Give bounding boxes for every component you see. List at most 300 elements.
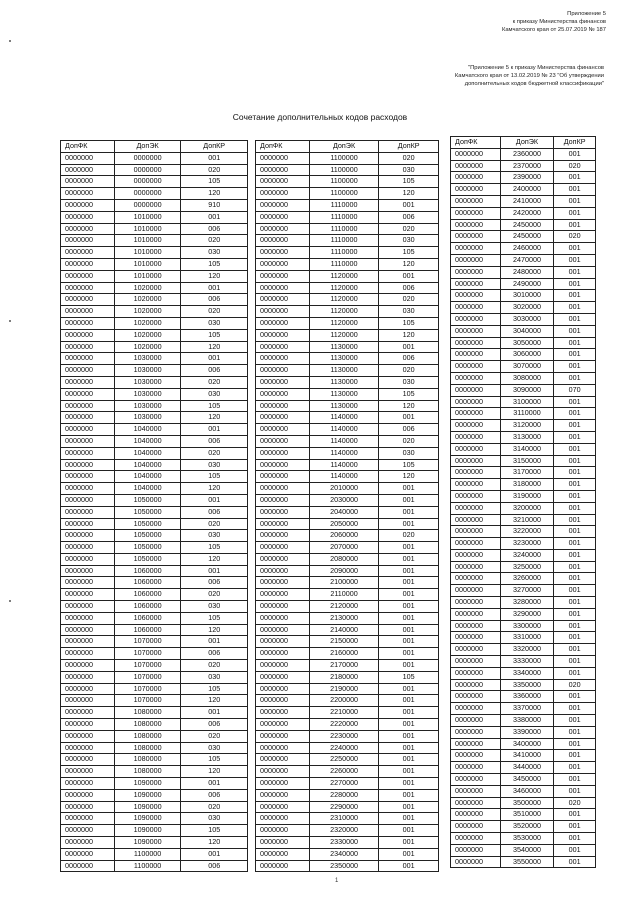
cell-dopfk: 0000000 (256, 223, 310, 235)
table-row (451, 821, 596, 833)
cell-dopek: 0000000 (114, 164, 181, 176)
table-row (451, 243, 596, 255)
cell-dopkr: 001 (181, 424, 248, 436)
cell-dopek: 3260000 (500, 573, 554, 585)
cell-dopfk: 0000000 (256, 577, 310, 589)
column-header-dopfk: ДопФК (61, 141, 115, 153)
table-row (256, 542, 439, 554)
cell-dopek: 1140000 (309, 471, 379, 483)
table-row (256, 435, 439, 447)
cell-dopfk: 0000000 (451, 502, 501, 514)
table-row (256, 612, 439, 624)
table-row (61, 848, 248, 860)
cell-dopek: 1030000 (114, 365, 181, 377)
cell-dopek: 3090000 (500, 384, 554, 396)
cell-dopfk: 0000000 (256, 789, 310, 801)
cell-dopfk: 0000000 (256, 211, 310, 223)
quoted-appendix-header (455, 64, 604, 88)
table-row (451, 597, 596, 609)
cell-dopfk: 0000000 (61, 754, 115, 766)
cell-dopfk: 0000000 (451, 490, 501, 502)
cell-dopek: 1080000 (114, 730, 181, 742)
cell-dopek: 1070000 (114, 683, 181, 695)
table-row (61, 471, 248, 483)
table-row (256, 837, 439, 849)
cell-dopek: 2450000 (500, 231, 554, 243)
cell-dopkr: 020 (181, 306, 248, 318)
cell-dopfk: 0000000 (61, 235, 115, 247)
cell-dopkr: 020 (379, 223, 439, 235)
cell-dopek: 1070000 (114, 648, 181, 660)
table-row (451, 172, 596, 184)
table-row (61, 648, 248, 660)
cell-dopek: 2170000 (309, 660, 379, 672)
cell-dopkr: 105 (181, 825, 248, 837)
cell-dopfk: 0000000 (451, 479, 501, 491)
cell-dopkr: 120 (181, 766, 248, 778)
cell-dopfk: 0000000 (451, 384, 501, 396)
table-row (451, 231, 596, 243)
cell-dopkr: 020 (181, 589, 248, 601)
cell-dopek: 2230000 (309, 730, 379, 742)
cell-dopek: 2410000 (500, 195, 554, 207)
table-row (451, 278, 596, 290)
cell-dopek: 1100000 (114, 848, 181, 860)
table-row (256, 589, 439, 601)
table-row (451, 443, 596, 455)
cell-dopkr: 030 (379, 376, 439, 388)
cell-dopkr: 001 (554, 844, 596, 856)
cell-dopfk: 0000000 (256, 506, 310, 518)
table-row (256, 565, 439, 577)
cell-dopkr: 006 (181, 789, 248, 801)
appendix-header-line: Приложение 5 (567, 11, 606, 17)
cell-dopkr: 001 (554, 774, 596, 786)
cell-dopfk: 0000000 (61, 766, 115, 778)
cell-dopfk: 0000000 (256, 860, 310, 872)
table-row (61, 754, 248, 766)
table-row (61, 317, 248, 329)
table-header-row (451, 137, 596, 149)
cell-dopek: 1120000 (309, 294, 379, 306)
cell-dopfk: 0000000 (256, 282, 310, 294)
table-row (451, 219, 596, 231)
cell-dopek: 1040000 (114, 447, 181, 459)
table-row (256, 848, 439, 860)
cell-dopkr: 006 (181, 860, 248, 872)
cell-dopfk: 0000000 (256, 235, 310, 247)
cell-dopfk: 0000000 (451, 243, 501, 255)
cell-dopek: 1110000 (309, 223, 379, 235)
cell-dopfk: 0000000 (256, 565, 310, 577)
cell-dopkr: 001 (554, 585, 596, 597)
cell-dopek: 3210000 (500, 514, 554, 526)
table-row (256, 164, 439, 176)
cell-dopek: 1110000 (309, 199, 379, 211)
cell-dopek: 1010000 (114, 270, 181, 282)
cell-dopkr: 001 (554, 266, 596, 278)
cell-dopkr: 001 (554, 538, 596, 550)
cell-dopfk: 0000000 (256, 754, 310, 766)
cell-dopfk: 0000000 (61, 542, 115, 554)
table-row (451, 479, 596, 491)
cell-dopek: 1130000 (309, 400, 379, 412)
cell-dopfk: 0000000 (61, 388, 115, 400)
cell-dopfk: 0000000 (451, 620, 501, 632)
cell-dopfk: 0000000 (451, 608, 501, 620)
cell-dopfk: 0000000 (256, 176, 310, 188)
cell-dopek: 1120000 (309, 270, 379, 282)
table-row (451, 490, 596, 502)
cell-dopkr: 020 (181, 660, 248, 672)
table-row (451, 302, 596, 314)
cell-dopek: 3320000 (500, 644, 554, 656)
column-header-dopek: ДопЭК (114, 141, 181, 153)
cell-dopek: 3050000 (500, 337, 554, 349)
cell-dopek: 3390000 (500, 726, 554, 738)
cell-dopek: 3400000 (500, 738, 554, 750)
cell-dopfk: 0000000 (61, 719, 115, 731)
table-row (451, 325, 596, 337)
cell-dopek: 3020000 (500, 302, 554, 314)
cell-dopek: 1020000 (114, 306, 181, 318)
table-row (451, 455, 596, 467)
table-row (451, 420, 596, 432)
cell-dopfk: 0000000 (61, 270, 115, 282)
cell-dopkr: 001 (379, 341, 439, 353)
table-row (451, 313, 596, 325)
cell-dopfk: 0000000 (61, 695, 115, 707)
cell-dopek: 1100000 (114, 860, 181, 872)
codes-table-3 (450, 136, 596, 868)
cell-dopkr: 001 (379, 707, 439, 719)
cell-dopkr: 030 (181, 247, 248, 259)
cell-dopfk: 0000000 (451, 349, 501, 361)
cell-dopkr: 001 (554, 325, 596, 337)
cell-dopkr: 120 (181, 695, 248, 707)
cell-dopfk: 0000000 (451, 290, 501, 302)
cell-dopfk: 0000000 (61, 837, 115, 849)
cell-dopek: 1060000 (114, 601, 181, 613)
cell-dopek: 1060000 (114, 577, 181, 589)
table-row (256, 660, 439, 672)
table-row (256, 223, 439, 235)
table-row (256, 742, 439, 754)
cell-dopfk: 0000000 (451, 573, 501, 585)
cell-dopkr: 001 (379, 695, 439, 707)
cell-dopek: 1010000 (114, 247, 181, 259)
table-row (256, 306, 439, 318)
cell-dopfk: 0000000 (256, 424, 310, 436)
table-row (61, 152, 248, 164)
table-row (256, 471, 439, 483)
cell-dopkr: 030 (379, 306, 439, 318)
cell-dopek: 3460000 (500, 785, 554, 797)
appendix-header (502, 10, 606, 34)
cell-dopek: 3040000 (500, 325, 554, 337)
cell-dopfk: 0000000 (451, 833, 501, 845)
table-row (61, 447, 248, 459)
cell-dopfk: 0000000 (61, 341, 115, 353)
cell-dopfk: 0000000 (61, 730, 115, 742)
cell-dopek: 1050000 (114, 506, 181, 518)
cell-dopek: 3340000 (500, 667, 554, 679)
cell-dopek: 2250000 (309, 754, 379, 766)
cell-dopfk: 0000000 (451, 337, 501, 349)
table-row (256, 789, 439, 801)
cell-dopek: 1080000 (114, 707, 181, 719)
table-row (451, 691, 596, 703)
table-row (256, 518, 439, 530)
cell-dopkr: 006 (181, 223, 248, 235)
cell-dopek: 0000000 (114, 152, 181, 164)
cell-dopek: 2060000 (309, 530, 379, 542)
cell-dopek: 3200000 (500, 502, 554, 514)
cell-dopkr: 120 (181, 188, 248, 200)
table-row (61, 660, 248, 672)
cell-dopek: 3500000 (500, 797, 554, 809)
cell-dopfk: 0000000 (451, 278, 501, 290)
cell-dopkr: 001 (554, 502, 596, 514)
cell-dopkr: 105 (181, 542, 248, 554)
cell-dopek: 1050000 (114, 494, 181, 506)
cell-dopfk: 0000000 (256, 612, 310, 624)
cell-dopkr: 001 (554, 148, 596, 160)
cell-dopek: 2320000 (309, 825, 379, 837)
cell-dopkr: 001 (554, 396, 596, 408)
cell-dopek: 2310000 (309, 813, 379, 825)
cell-dopek: 1100000 (309, 188, 379, 200)
table-row (451, 856, 596, 868)
cell-dopek: 1140000 (309, 435, 379, 447)
cell-dopfk: 0000000 (451, 797, 501, 809)
cell-dopfk: 0000000 (61, 188, 115, 200)
column-header-dopkr: ДопКР (379, 141, 439, 153)
table-row (61, 719, 248, 731)
table-row (451, 785, 596, 797)
cell-dopkr: 020 (181, 801, 248, 813)
table-row (451, 431, 596, 443)
table-row (451, 726, 596, 738)
cell-dopek: 1050000 (114, 542, 181, 554)
cell-dopkr: 120 (379, 188, 439, 200)
cell-dopkr: 001 (379, 483, 439, 495)
table-row (61, 778, 248, 790)
table-row (256, 459, 439, 471)
cell-dopfk: 0000000 (451, 467, 501, 479)
cell-dopek: 1040000 (114, 424, 181, 436)
cell-dopkr: 001 (379, 860, 439, 872)
table-row (451, 384, 596, 396)
table-row (256, 412, 439, 424)
table-row (256, 294, 439, 306)
cell-dopek: 2220000 (309, 719, 379, 731)
cell-dopkr: 030 (181, 530, 248, 542)
cell-dopfk: 0000000 (451, 195, 501, 207)
cell-dopkr: 001 (554, 561, 596, 573)
cell-dopfk: 0000000 (256, 388, 310, 400)
cell-dopek: 2240000 (309, 742, 379, 754)
cell-dopfk: 0000000 (451, 172, 501, 184)
cell-dopkr: 030 (181, 671, 248, 683)
cell-dopfk: 0000000 (451, 821, 501, 833)
cell-dopek: 3520000 (500, 821, 554, 833)
table-row (256, 400, 439, 412)
cell-dopfk: 0000000 (61, 176, 115, 188)
cell-dopek: 2290000 (309, 801, 379, 813)
cell-dopek: 2160000 (309, 648, 379, 660)
cell-dopfk: 0000000 (61, 683, 115, 695)
quoted-header-line: Камчатского края от 13.02.2019 № 23 "Об утверждении (454, 73, 604, 79)
cell-dopfk: 0000000 (61, 778, 115, 790)
cell-dopfk: 0000000 (256, 801, 310, 813)
cell-dopkr: 030 (181, 742, 248, 754)
table-row (61, 789, 248, 801)
cell-dopek: 3110000 (500, 408, 554, 420)
table-row (61, 282, 248, 294)
cell-dopek: 1090000 (114, 801, 181, 813)
cell-dopek: 1070000 (114, 671, 181, 683)
cell-dopfk: 0000000 (256, 695, 310, 707)
table-row (61, 518, 248, 530)
cell-dopfk: 0000000 (451, 431, 501, 443)
table-row (61, 412, 248, 424)
cell-dopek: 2480000 (500, 266, 554, 278)
table-row (61, 636, 248, 648)
cell-dopkr: 105 (379, 247, 439, 259)
cell-dopfk: 0000000 (61, 530, 115, 542)
cell-dopfk: 0000000 (61, 294, 115, 306)
cell-dopek: 1010000 (114, 211, 181, 223)
cell-dopkr: 105 (379, 671, 439, 683)
cell-dopfk: 0000000 (256, 152, 310, 164)
table-row (256, 176, 439, 188)
cell-dopkr: 020 (181, 447, 248, 459)
cell-dopfk: 0000000 (61, 789, 115, 801)
column-header-dopkr: ДопКР (554, 137, 596, 149)
cell-dopkr: 910 (181, 199, 248, 211)
table-row (256, 553, 439, 565)
cell-dopkr: 020 (379, 365, 439, 377)
cell-dopek: 1030000 (114, 400, 181, 412)
cell-dopek: 2200000 (309, 695, 379, 707)
table-row (451, 467, 596, 479)
table-row (451, 644, 596, 656)
cell-dopkr: 020 (181, 235, 248, 247)
cell-dopek: 3190000 (500, 490, 554, 502)
cell-dopek: 1030000 (114, 376, 181, 388)
cell-dopkr: 001 (379, 648, 439, 660)
cell-dopek: 1110000 (309, 211, 379, 223)
table-row (61, 565, 248, 577)
cell-dopkr: 001 (554, 644, 596, 656)
cell-dopkr: 001 (379, 506, 439, 518)
cell-dopkr: 001 (554, 172, 596, 184)
cell-dopfk: 0000000 (256, 365, 310, 377)
table-row (61, 235, 248, 247)
cell-dopfk: 0000000 (451, 325, 501, 337)
cell-dopkr: 001 (554, 833, 596, 845)
cell-dopfk: 0000000 (61, 671, 115, 683)
cell-dopkr: 120 (181, 483, 248, 495)
cell-dopfk: 0000000 (451, 266, 501, 278)
table-row (451, 703, 596, 715)
cell-dopkr: 001 (554, 207, 596, 219)
table-row (451, 514, 596, 526)
cell-dopfk: 0000000 (256, 199, 310, 211)
cell-dopek: 1040000 (114, 483, 181, 495)
cell-dopkr: 001 (181, 565, 248, 577)
cell-dopfk: 0000000 (61, 412, 115, 424)
table-row (256, 341, 439, 353)
cell-dopfk: 0000000 (61, 648, 115, 660)
cell-dopfk: 0000000 (256, 530, 310, 542)
cell-dopek: 2470000 (500, 254, 554, 266)
cell-dopfk: 0000000 (61, 494, 115, 506)
cell-dopkr: 001 (554, 313, 596, 325)
table-row (451, 738, 596, 750)
cell-dopfk: 0000000 (61, 435, 115, 447)
cell-dopek: 3280000 (500, 597, 554, 609)
cell-dopfk: 0000000 (61, 164, 115, 176)
cell-dopkr: 001 (554, 573, 596, 585)
cell-dopfk: 0000000 (256, 636, 310, 648)
cell-dopfk: 0000000 (451, 679, 501, 691)
cell-dopek: 1010000 (114, 223, 181, 235)
cell-dopek: 3240000 (500, 549, 554, 561)
cell-dopfk: 0000000 (451, 549, 501, 561)
cell-dopkr: 006 (181, 294, 248, 306)
cell-dopek: 2350000 (309, 860, 379, 872)
table-row (256, 247, 439, 259)
cell-dopek: 3350000 (500, 679, 554, 691)
cell-dopkr: 001 (379, 730, 439, 742)
codes-table-1 (60, 140, 248, 872)
table-row (61, 435, 248, 447)
cell-dopfk: 0000000 (61, 553, 115, 565)
cell-dopek: 1050000 (114, 553, 181, 565)
cell-dopkr: 001 (554, 608, 596, 620)
cell-dopfk: 0000000 (451, 561, 501, 573)
cell-dopek: 1130000 (309, 341, 379, 353)
cell-dopkr: 001 (379, 612, 439, 624)
table-row (256, 424, 439, 436)
cell-dopfk: 0000000 (451, 715, 501, 727)
cell-dopkr: 001 (379, 683, 439, 695)
cell-dopkr: 001 (554, 632, 596, 644)
cell-dopfk: 0000000 (61, 860, 115, 872)
table-row (451, 656, 596, 668)
cell-dopfk: 0000000 (61, 447, 115, 459)
cell-dopfk: 0000000 (61, 152, 115, 164)
cell-dopfk: 0000000 (61, 801, 115, 813)
cell-dopfk: 0000000 (61, 376, 115, 388)
cell-dopfk: 0000000 (61, 577, 115, 589)
cell-dopkr: 020 (554, 160, 596, 172)
cell-dopfk: 0000000 (256, 624, 310, 636)
cell-dopfk: 0000000 (256, 258, 310, 270)
cell-dopkr: 030 (181, 813, 248, 825)
cell-dopek: 2390000 (500, 172, 554, 184)
cell-dopkr: 001 (379, 660, 439, 672)
table-row (256, 766, 439, 778)
cell-dopkr: 105 (181, 471, 248, 483)
cell-dopek: 3380000 (500, 715, 554, 727)
cell-dopek: 3360000 (500, 691, 554, 703)
table-row (256, 376, 439, 388)
cell-dopek: 1010000 (114, 235, 181, 247)
table-row (256, 719, 439, 731)
